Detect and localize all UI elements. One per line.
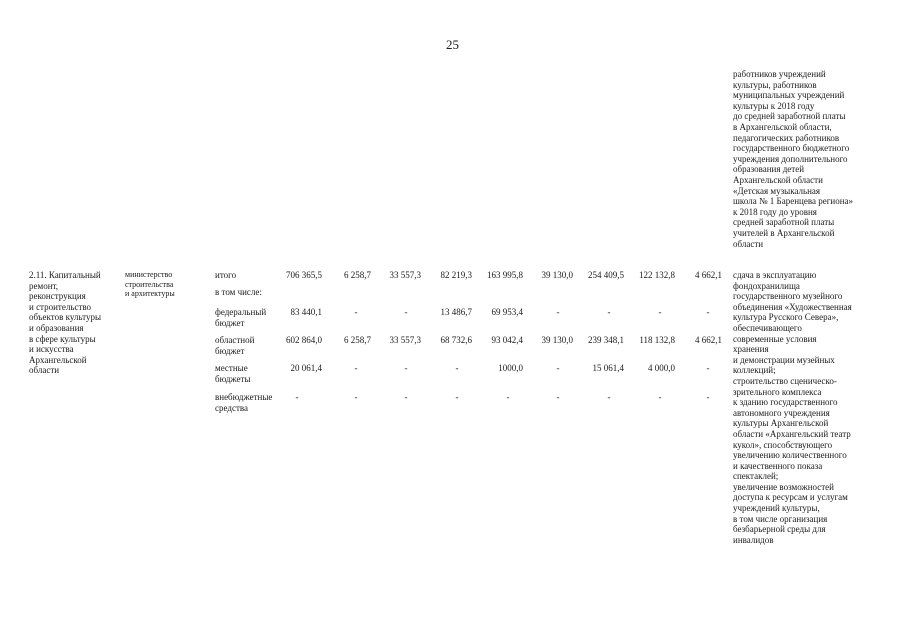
funding-value-cell: 82 219,3 — [440, 270, 472, 280]
result-line: и демонстрации музейных — [733, 354, 835, 365]
funding-value-cell: - — [607, 307, 611, 317]
result-line: государственного музейного — [733, 291, 843, 302]
funding-source-line: областной — [215, 335, 255, 345]
result-line: инвалидов — [733, 534, 774, 545]
result-line: культура Русского Севера», — [733, 312, 839, 323]
funding-source-line: итого — [215, 270, 237, 280]
result-line: фондохранилища — [733, 280, 800, 291]
funding-value-cell: 4 000,0 — [648, 363, 675, 373]
item-name-line: и искусства — [29, 344, 74, 355]
funding-value-cell: - — [607, 392, 611, 402]
funding-value-cell: - — [658, 392, 662, 402]
result-line: муниципальных учреждений — [733, 90, 845, 101]
result-line: объединения «Художественная — [733, 301, 852, 312]
funding-source-label — [215, 363, 251, 384]
funding-value-cell: - — [404, 307, 408, 317]
funding-source-label — [215, 392, 272, 413]
funding-value-cell: 33 557,3 — [389, 270, 421, 280]
page-number: 25 — [446, 37, 459, 52]
result-line: культуры к 2018 году — [733, 100, 815, 111]
item-executor — [125, 270, 175, 299]
funding-value-cell: 706 365,5 — [286, 270, 322, 280]
funding-value-cell: 4 662,1 — [695, 270, 722, 280]
funding-value-cell: 602 864,0 — [286, 335, 322, 345]
funding-value-cell: 33 557,3 — [389, 335, 421, 345]
result-line: школа № 1 Баренцева региона» — [733, 196, 854, 207]
result-line: доступа к ресурсам и услугам — [733, 492, 848, 503]
item-name-line: и образования — [29, 322, 84, 333]
funding-value-cell: 163 995,8 — [487, 270, 523, 280]
funding-source-label — [215, 307, 266, 328]
funding-source-line: бюджеты — [215, 373, 251, 384]
item-name-line: Архангельской — [29, 354, 87, 365]
funding-value-cell: - — [556, 392, 560, 402]
funding-source-line: внебюджетные — [215, 392, 273, 402]
result-line: культуры Архангельской — [733, 418, 829, 429]
item-name — [29, 270, 101, 376]
result-line: кукол», способствующего — [733, 439, 833, 450]
funding-value-cell: 83 440,1 — [290, 307, 322, 317]
funding-value-cell: 118 132,8 — [639, 335, 675, 345]
result-line: сдача в эксплуатацию — [733, 270, 817, 280]
funding-source-line: федеральный — [215, 307, 267, 317]
result-line: безбарьерной среды для — [733, 524, 826, 535]
funding-value-cell: - — [455, 392, 459, 402]
result-line: зрительного комплекса — [733, 386, 822, 397]
item-name-line: объектов культуры — [29, 312, 102, 323]
result-line: работников учреждений — [733, 69, 826, 79]
funding-value-cell: - — [706, 363, 710, 373]
result-line: средней заработной платы — [733, 217, 835, 228]
item-name-line: реконструкция — [29, 291, 86, 302]
funding-value-cell: - — [455, 363, 459, 373]
item-name-line: области — [29, 365, 60, 376]
result-line: обеспечивающего — [733, 322, 802, 333]
funding-value-cell: - — [404, 392, 408, 402]
funding-source-line: в том числе: — [215, 287, 262, 297]
result-line: увеличению количественного — [733, 450, 847, 461]
result-line: Архангельской области — [733, 174, 823, 185]
result-line: хранения — [733, 344, 769, 355]
item-name-line: и строительство — [29, 301, 92, 312]
funding-source-label — [215, 287, 262, 298]
result-line: в Архангельской области, — [733, 121, 832, 132]
result-line: и качественного показа — [733, 460, 823, 471]
funding-value-cell: 20 061,4 — [290, 363, 322, 373]
result-line: увеличение возможностей — [733, 481, 834, 492]
result-line: учителей в Архангельской — [733, 227, 835, 238]
funding-value-cell: 6 258,7 — [344, 335, 371, 345]
funding-source-line: местные — [215, 363, 248, 373]
funding-value-cell: - — [556, 363, 560, 373]
funding-value-cell: - — [506, 392, 510, 402]
item-result-text — [733, 270, 852, 545]
result-line: до средней заработной платы — [733, 111, 846, 122]
funding-value-cell: 39 130,0 — [541, 335, 573, 345]
funding-value-cell: - — [556, 307, 560, 317]
funding-value-cell: 6 258,7 — [344, 270, 371, 280]
funding-value-cell: 13 486,7 — [440, 307, 472, 317]
item-name-line: 2.11. Капитальный — [29, 270, 101, 280]
funding-value-cell: 15 061,4 — [592, 363, 624, 373]
funding-value-cell: - — [354, 363, 358, 373]
item-name-line: в сфере культуры — [29, 333, 96, 344]
funding-source-label — [215, 335, 254, 356]
result-line: к 2018 году до уровня — [733, 206, 817, 217]
funding-value-cell: 1000,0 — [498, 363, 523, 373]
executor-line: и архитектуры — [125, 289, 175, 298]
funding-value-cell: - — [706, 307, 710, 317]
previous-item-result-text — [733, 69, 853, 249]
funding-value-cell: 239 348,1 — [588, 335, 624, 345]
funding-value-cell: - — [354, 392, 358, 402]
result-line: коллекций; — [733, 365, 776, 376]
result-line: учреждения дополнительного — [733, 153, 848, 164]
funding-source-label — [215, 270, 236, 281]
result-line: автономного учреждения — [733, 407, 830, 418]
result-line: строительство сценическо- — [733, 375, 837, 386]
result-line: спектаклей; — [733, 471, 779, 482]
funding-value-cell: 69 953,4 — [491, 307, 523, 317]
executor-line: министерство — [125, 270, 173, 279]
funding-value-cell: 122 132,8 — [639, 270, 675, 280]
result-line: области «Архангельский театр — [733, 428, 851, 439]
funding-value-cell: - — [295, 392, 299, 402]
funding-value-cell: 68 732,6 — [440, 335, 472, 345]
result-line: к зданию государственного — [733, 397, 838, 408]
funding-value-cell: - — [658, 307, 662, 317]
result-line: современные условия — [733, 333, 817, 344]
funding-value-cell: - — [404, 363, 408, 373]
item-name-line: ремонт, — [29, 280, 59, 291]
funding-value-cell: - — [354, 307, 358, 317]
result-line: «Детская музыкальная — [733, 185, 821, 196]
funding-value-cell: 93 042,4 — [491, 335, 523, 345]
funding-source-line: бюджет — [215, 317, 245, 328]
funding-value-cell: 254 409,5 — [588, 270, 624, 280]
result-line: культуры, работников — [733, 79, 817, 90]
executor-line: строительства — [125, 279, 174, 289]
result-line: учреждений культуры, — [733, 503, 820, 514]
funding-source-line: средства — [215, 402, 249, 413]
result-line: области — [733, 238, 764, 249]
funding-value-cell: 39 130,0 — [541, 270, 573, 280]
result-line: в том числе организация — [733, 513, 828, 524]
funding-value-cell: - — [706, 392, 710, 402]
result-line: образования детей — [733, 164, 805, 175]
result-line: государственного бюджетного — [733, 143, 850, 154]
funding-value-cell: 4 662,1 — [695, 335, 722, 345]
funding-source-line: бюджет — [215, 345, 245, 356]
result-line: педагогических работников — [733, 132, 840, 143]
